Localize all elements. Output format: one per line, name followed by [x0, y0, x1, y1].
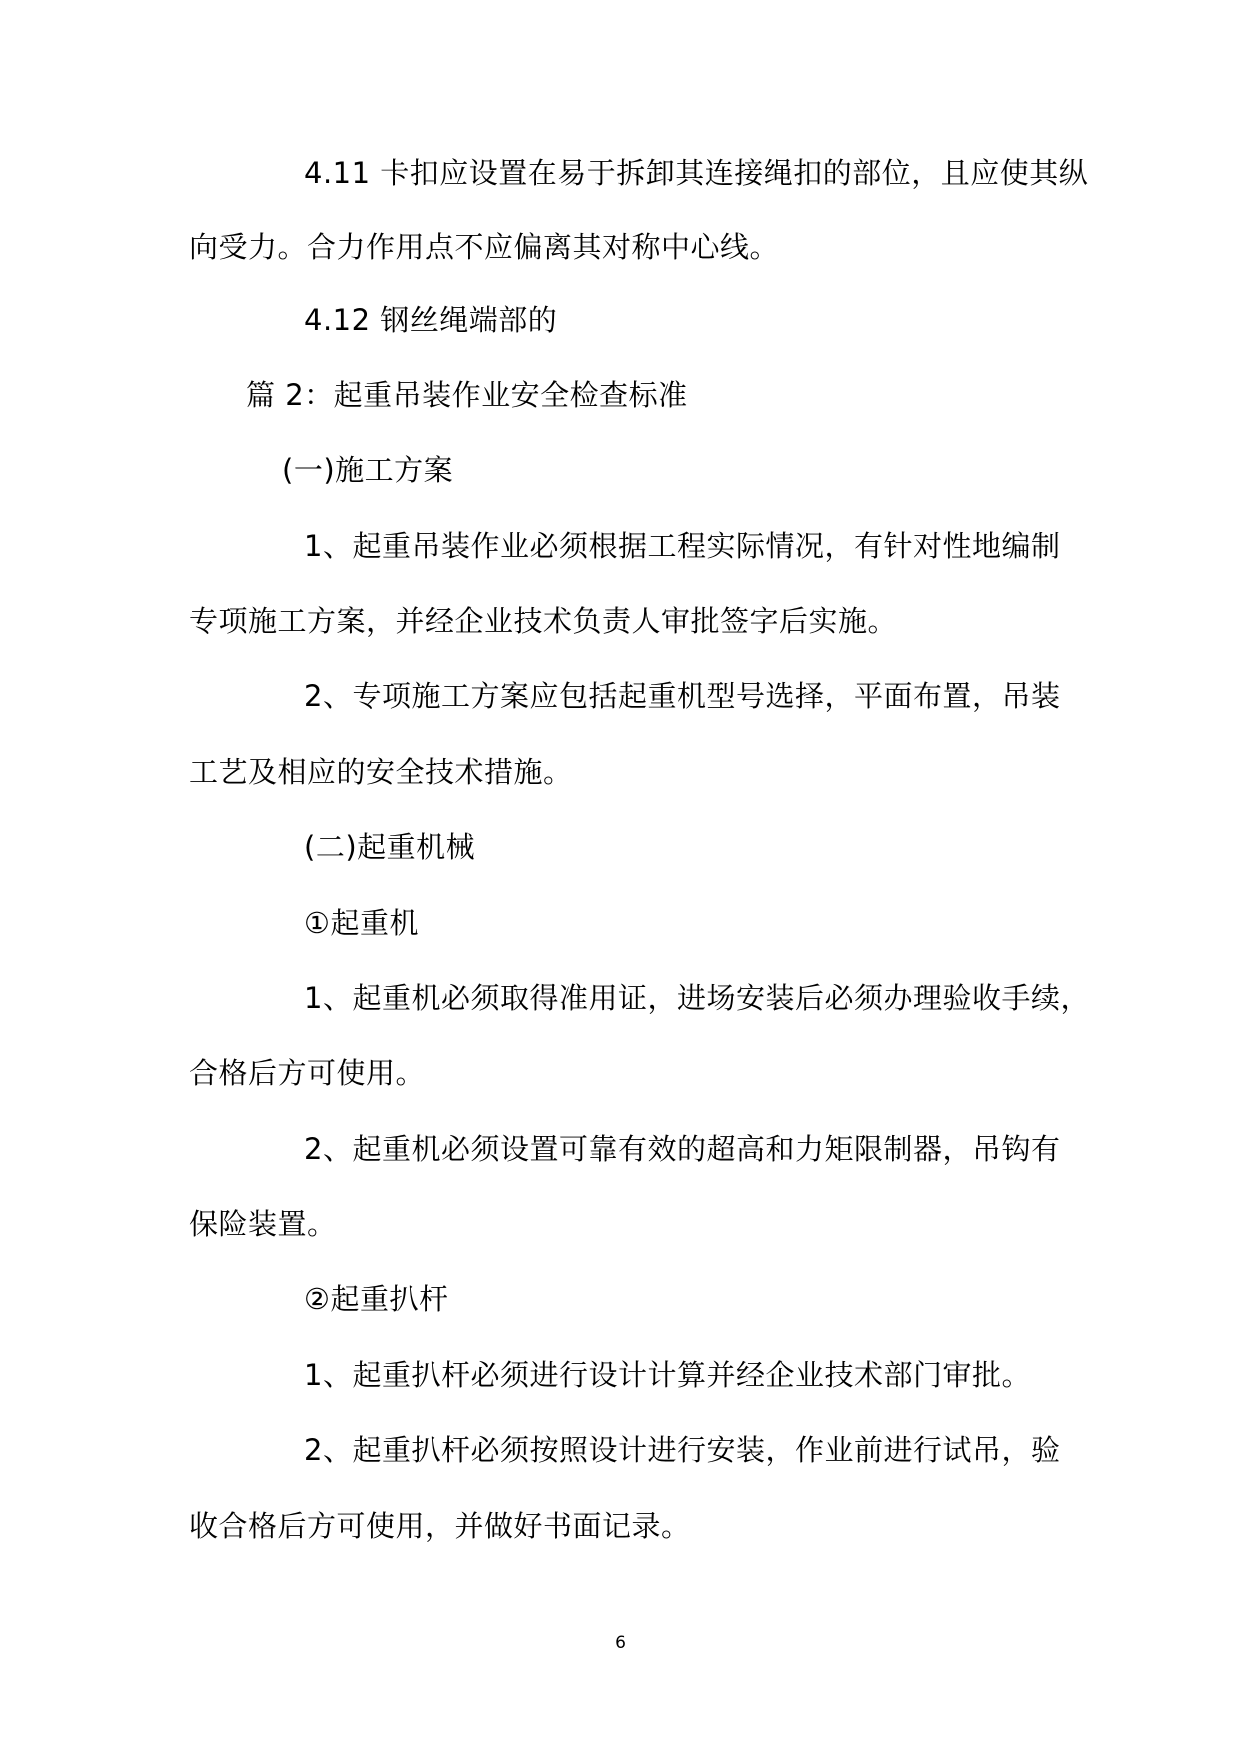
subsection-crane-heading: ①起重机 — [304, 906, 419, 940]
item-3-2-line-2: 收合格后方可使用，并做好书面记录。 — [189, 1509, 691, 1543]
section-1-heading: (一)施工方案 — [282, 453, 454, 487]
page-number: 6 — [615, 1633, 626, 1653]
item-2-2-line-1: 2、起重机必须设置可靠有效的超高和力矩限制器，吊钩有 — [304, 1132, 1061, 1166]
item-1-1-line-2: 专项施工方案，并经企业技术负责人审批签字后实施。 — [189, 604, 898, 638]
paragraph-4-11-line-2: 向受力。合力作用点不应偏离其对称中心线。 — [189, 230, 780, 264]
paragraph-4-11-line-1: 4.11 卡扣应设置在易于拆卸其连接绳扣的部位，且应使其纵 — [304, 156, 1089, 190]
section-2-heading: (二)起重机械 — [304, 830, 476, 864]
item-1-1-line-1: 1、起重吊装作业必须根据工程实际情况，有针对性地编制 — [304, 529, 1061, 563]
item-2-1-line-1: 1、起重机必须取得准用证，进场安装后必须办理验收手续， — [304, 981, 1090, 1015]
article-2-heading: 篇 2：起重吊装作业安全检查标准 — [246, 378, 688, 412]
item-1-2-line-1: 2、专项施工方案应包括起重机型号选择，平面布置，吊装 — [304, 679, 1061, 713]
item-2-2-line-2: 保险装置。 — [189, 1207, 337, 1241]
item-3-1: 1、起重扒杆必须进行设计计算并经企业技术部门审批。 — [304, 1358, 1031, 1392]
paragraph-4-12: 4.12 钢丝绳端部的 — [304, 303, 558, 337]
item-1-2-line-2: 工艺及相应的安全技术措施。 — [189, 755, 573, 789]
item-3-2-line-1: 2、起重扒杆必须按照设计进行安装，作业前进行试吊，验 — [304, 1433, 1061, 1467]
item-2-1-line-2: 合格后方可使用。 — [189, 1056, 426, 1090]
subsection-derrick-heading: ②起重扒杆 — [304, 1282, 449, 1316]
